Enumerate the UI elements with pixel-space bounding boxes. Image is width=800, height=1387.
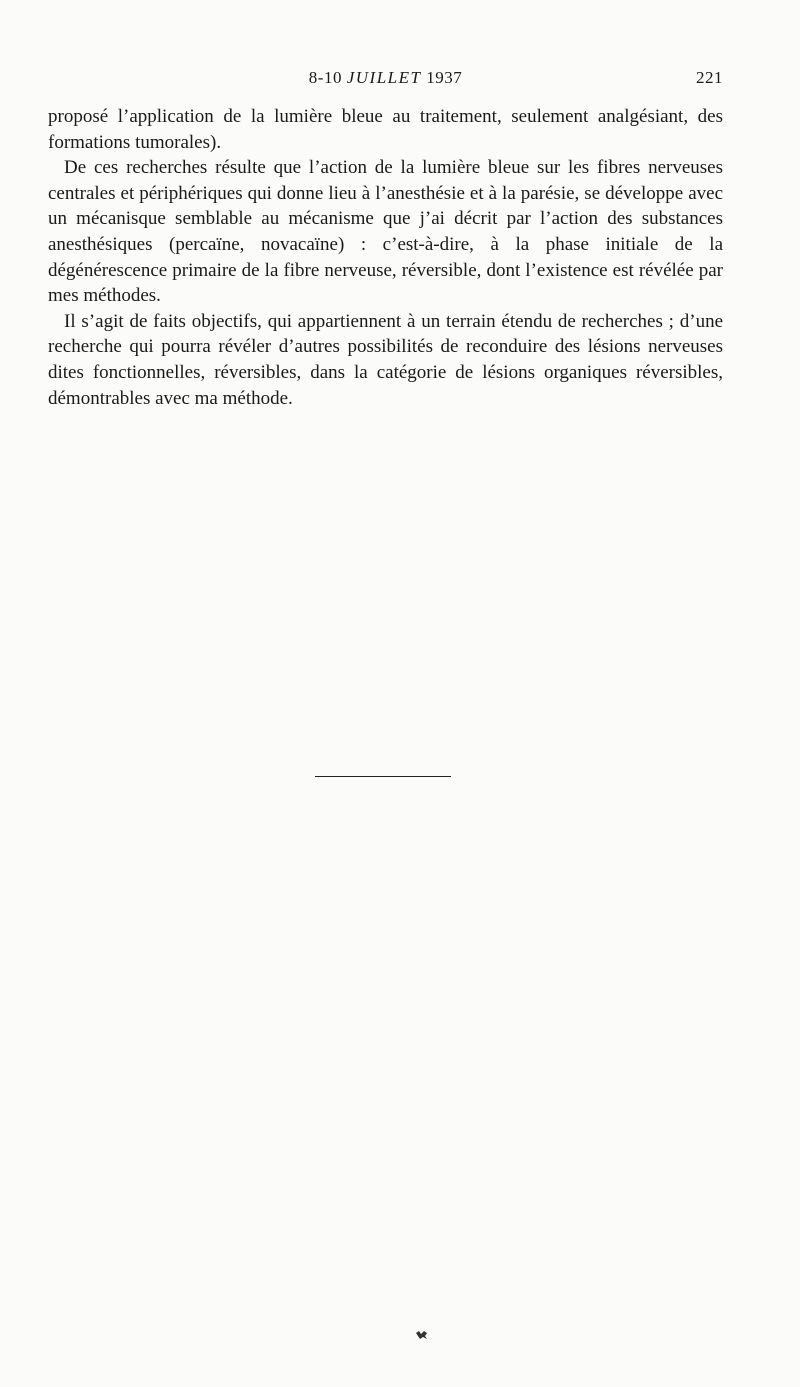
running-head-year: 1937 (426, 68, 463, 87)
printer-ornament-icon (415, 1330, 429, 1340)
paragraph-blue-light-mechanism: De ces recherches résulte que l’action de la lumière bleue sur les fibres nerveuses centrales et périphériques qui donne lieu à l’anesthésie et à la parésie, se développe avec un mécanisque semblable au mécanisme que j’ai décrit par l’action des substances anesthésiques (percaïne, novacaïne) : c’est-à-dire, à la phase initiale de la dégénérescence primaire de la fibre nerveuse, réversible, dont l’existence est révélée par mes méthodes. (48, 157, 723, 307)
running-head-month: JUILLET (346, 68, 422, 87)
running-head-title (48, 68, 723, 88)
running-head-date: 8-10 (308, 68, 342, 87)
paragraph-continuation: proposé l’application de la lumière bleue au traitement, seulement analgésiant, des formations tumorales). (48, 106, 723, 153)
body-text (48, 104, 723, 411)
page-number: 221 (696, 68, 723, 87)
section-end-rule (315, 776, 451, 777)
running-head (48, 68, 723, 92)
paragraph-objective-facts: Il s’agit de faits objectifs, qui appartiennent à un terrain étendu de recherches ; d’une recherche qui pourra révéler d’autres possibilités de reconduire des lésions nerveuses dites fonctionnelles, réversibles, dans la catégorie de lésions organiques réversibles, démontrables avec ma méthode. (48, 310, 723, 409)
